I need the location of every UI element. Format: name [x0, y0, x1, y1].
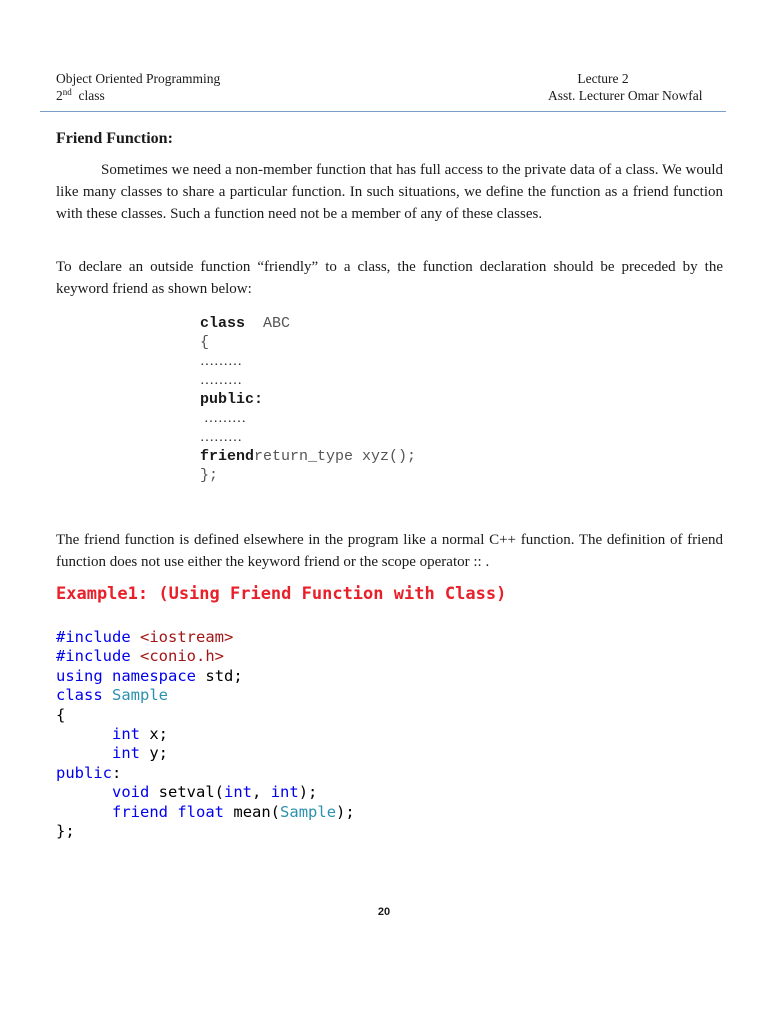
- friend-signature: return_type xyz();: [254, 448, 417, 465]
- code-line: #include <iostream>: [56, 628, 234, 646]
- paragraph-definition: The friend function is defined elsewhere in the program like a normal C++ function. The definition of friend function does not use either the keyword friend or the scope operator :: .: [56, 532, 723, 570]
- close-brace: };: [200, 467, 219, 484]
- code-line: #include <conio.h>: [56, 647, 224, 666]
- public-keyword: public:: [200, 391, 264, 408]
- page-number: 20: [377, 906, 391, 918]
- open-brace: {: [200, 334, 210, 351]
- ellipsis-line: ………: [200, 373, 242, 388]
- class-label: 2nd class: [56, 87, 105, 103]
- ellipsis-line: ………: [200, 354, 242, 369]
- code-line: void setval(int, int);: [112, 783, 318, 802]
- code-line: int x;: [112, 724, 169, 743]
- header-row-2: [56, 87, 720, 104]
- class-name: ABC: [263, 315, 291, 332]
- friend-keyword: friend: [200, 448, 255, 465]
- code-line: {: [56, 705, 66, 724]
- course-title: Object Oriented Programming: [56, 71, 221, 86]
- section-title: Friend Function:: [56, 130, 173, 147]
- header-row-1: [56, 70, 720, 87]
- example-title: Example1: (Using Friend Function with Class): [56, 584, 507, 604]
- code-listing: [56, 628, 355, 841]
- class-keyword: class: [200, 315, 246, 332]
- ellipsis-line: ………: [204, 411, 246, 426]
- code-line: int y;: [112, 744, 169, 763]
- code-line: using namespace std;: [56, 666, 243, 685]
- code-line: };: [56, 821, 75, 840]
- page-header: [56, 70, 720, 104]
- lecturer-name: Asst. Lecturer Omar Nowfal: [548, 88, 703, 103]
- header-rule: [40, 111, 726, 112]
- friend-declaration-snippet: [200, 314, 416, 485]
- code-line: class Sample: [56, 686, 169, 705]
- ellipsis-line: ………: [200, 430, 242, 445]
- paragraph-declare: To declare an outside function “friendly” to a class, the function declaration should be preceded by the keyword friend as shown below:: [56, 259, 723, 297]
- code-line: public:: [56, 763, 122, 782]
- code-line: friend float mean(Sample);: [112, 802, 355, 821]
- lecture-number: Lecture 2: [577, 71, 629, 86]
- paragraph-intro: Sometimes we need a non-member function that has full access to the private data of a class. We would like many classes to share a particular function. In such situations, we define the function as a friend function with these classes. Such a function need not be a member of any of these classes.: [56, 162, 723, 222]
